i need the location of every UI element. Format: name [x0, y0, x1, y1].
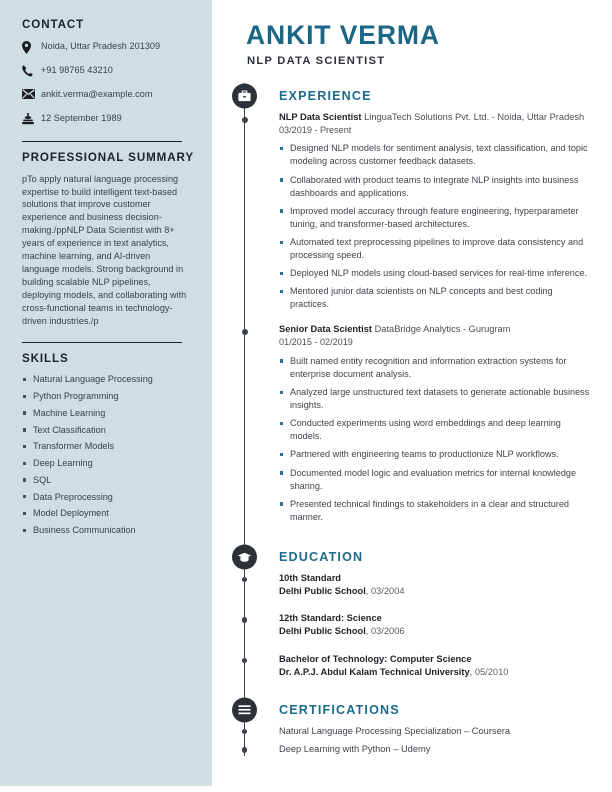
bullet-item: Deployed NLP models using cloud-based services for real-time inference. [279, 267, 594, 280]
experience-company: DataBridge Analytics - Gurugram [372, 324, 511, 335]
education-school: Dr. A.P.J. Abdul Kalam Technical University [279, 666, 470, 677]
skill-item: Data Preprocessing [22, 491, 196, 504]
contact-birthday-text: 12 September 1989 [41, 112, 122, 123]
education-entry [279, 653, 594, 679]
bullet-item: Partnered with engineering teams to productionize NLP workflows. [279, 448, 594, 461]
experience-company: LinguaTech Solutions Pvt. Ltd. - Noida, Uttar Pradesh [361, 111, 585, 122]
bullet-item: Automated text preprocessing pipelines to improve data consistency and processing speed. [279, 236, 594, 262]
contact-item-phone [22, 64, 196, 79]
education-title: EDUCATION [279, 549, 364, 564]
skill-item: Text Classification [22, 424, 196, 437]
experience-entry [279, 111, 594, 311]
education-date: , 03/2004 [365, 585, 405, 596]
education-entry [279, 612, 594, 638]
education-degree: 10th Standard [279, 572, 341, 583]
contact-item-location [22, 40, 196, 55]
bullet-item: Built named entity recognition and information extraction systems for enterprise document analysis. [279, 355, 594, 381]
summary-text: pTo apply natural language processing expertise to build intelligent text-based solutions that improve customer experience and business decision-making./ppNLP Data Scientist with 8+ years of experience in text analytics, machine learning, and AI-driven language models. Strong background in building scalable NLP pipelines, deploying models, and collaborating with cross-functional teams in technology-driven industries./p [22, 173, 187, 326]
skill-item: Model Deployment [22, 507, 196, 520]
experience-role: Senior Data Scientist [279, 324, 372, 335]
main-content [212, 0, 612, 792]
certification-entry [279, 725, 594, 738]
certifications-header [279, 697, 594, 723]
certifications-section [232, 697, 594, 756]
skill-item: Natural Language Processing [22, 373, 196, 386]
experience-role-company [279, 323, 594, 336]
bullet-item: Conducted experiments using word embeddings and deep learning models. [279, 417, 594, 443]
education-school-date [279, 666, 594, 679]
phone-icon [22, 64, 41, 77]
skill-item: SQL [22, 474, 196, 487]
experience-role-company [279, 111, 594, 124]
timeline [232, 83, 594, 756]
skill-item: Deep Learning [22, 457, 196, 470]
skills-heading: SKILLS [22, 351, 69, 365]
education-section [232, 544, 594, 697]
bullet-item: Collaborated with product teams to integrate NLP insights into business dashboards and applications. [279, 174, 594, 200]
page-title: ANKIT VERMA [246, 20, 440, 50]
education-header [279, 544, 594, 570]
contact-section [22, 18, 196, 127]
contact-item-birthday [22, 112, 196, 127]
experience-title: EXPERIENCE [279, 88, 372, 103]
bullet-item: Presented technical findings to stakeholders in a clear and structured manner. [279, 498, 594, 524]
contact-list [22, 40, 196, 127]
birthday-cake-icon [22, 112, 41, 126]
graduation-cap-icon [232, 544, 257, 569]
experience-entry [279, 323, 594, 523]
education-date: , 05/2010 [469, 666, 509, 677]
bullet-item: Designed NLP models for sentiment analysis, text classification, and topic modeling across customer feedback datasets. [279, 142, 594, 168]
education-degree: 12th Standard: Science [279, 613, 382, 624]
skills-section [22, 342, 196, 537]
location-pin-icon [22, 40, 41, 54]
skills-list [22, 373, 196, 536]
summary-divider [22, 141, 182, 142]
bullet-item: Improved model accuracy through feature engineering, hyperparameter tuning, and transformer-based architectures. [279, 205, 594, 231]
certifications-title: CERTIFICATIONS [279, 702, 400, 717]
experience-role: NLP Data Scientist [279, 111, 362, 122]
bullet-item: Analyzed large unstructured text datasets to generate actionable business insights. [279, 386, 594, 412]
contact-phone-text: +91 98765 43210 [41, 64, 113, 75]
experience-section [232, 83, 594, 544]
job-title-subtitle: NLP DATA SCIENTIST [247, 54, 386, 67]
experience-header [279, 83, 594, 109]
education-date: , 03/2006 [365, 626, 405, 637]
skill-item: Transformer Models [22, 440, 196, 453]
contact-heading: CONTACT [22, 18, 85, 31]
certification-text: Deep Learning with Python – Udemy [279, 744, 431, 755]
skill-item: Machine Learning [22, 407, 196, 420]
skills-divider [22, 342, 182, 343]
education-school: Delhi Public School [279, 585, 366, 596]
skill-item: Business Communication [22, 524, 196, 537]
education-school-date [279, 585, 594, 598]
contact-location-text: Noida, Uttar Pradesh 201309 [41, 40, 161, 51]
experience-dates: 01/2015 - 02/2019 [279, 337, 353, 348]
education-school-date [279, 625, 594, 638]
contact-email-text: ankit.verma@example.com [41, 88, 153, 99]
list-lines-icon [232, 697, 257, 722]
bullet-item: Mentored junior data scientists on NLP concepts and best coding practices. [279, 285, 594, 311]
experience-bullets [279, 142, 594, 311]
summary-section [22, 141, 196, 328]
summary-heading: PROFESSIONAL SUMMARY [22, 150, 194, 164]
certification-text: Natural Language Processing Specialization – Coursera [279, 725, 511, 736]
skill-item: Python Programming [22, 390, 196, 403]
education-degree: Bachelor of Technology: Computer Science [279, 653, 472, 664]
education-school: Delhi Public School [279, 626, 366, 637]
certification-entry [279, 743, 594, 756]
briefcase-icon [232, 83, 257, 108]
experience-dates: 03/2019 - Present [279, 124, 352, 135]
sidebar [0, 0, 212, 786]
envelope-icon [22, 88, 41, 99]
bullet-item: Documented model logic and evaluation metrics for internal knowledge sharing. [279, 467, 594, 493]
contact-item-email [22, 88, 196, 103]
experience-bullets [279, 355, 594, 524]
education-entry [279, 572, 594, 598]
